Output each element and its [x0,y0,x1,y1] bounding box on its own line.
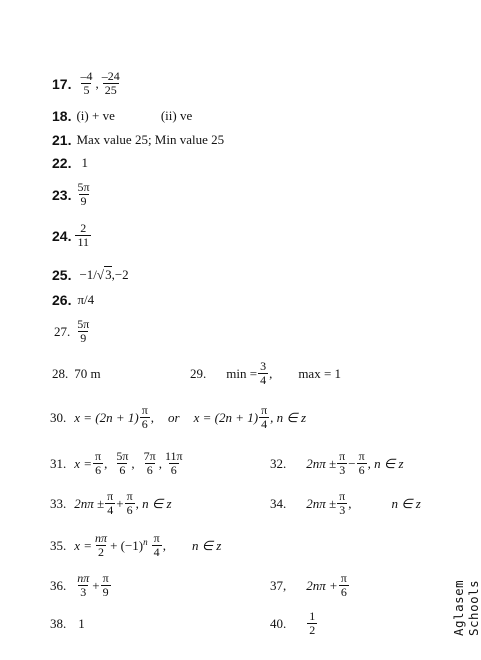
answer-number: 18. [52,108,72,124]
numerator: π [102,571,109,585]
answer-number: 29. [190,365,207,381]
answer-24 [52,222,92,249]
answer-text: 1 [78,616,85,631]
fraction [101,572,111,599]
answer-26 [52,292,94,308]
answer-number: 30. [50,409,67,425]
domain-text: , n ∈ z [135,495,172,511]
fraction [152,532,162,559]
denominator: 9 [102,585,109,599]
fraction [142,450,158,477]
answer-number: 40. [270,615,287,631]
domain-text: , n ∈ z [270,409,307,425]
denominator: 6 [340,585,347,599]
numerator: π [141,403,148,417]
answer-number: 24. [52,227,72,244]
expression: 2nπ + [306,577,338,593]
answer-number: 21. [52,132,72,148]
answer-25 [52,266,129,283]
denominator: 6 [170,463,177,477]
expression: x = [74,537,93,553]
answer-number: 33. [50,495,67,511]
separator: , [269,365,273,381]
numerator: 5π [116,449,129,463]
fraction [100,70,122,97]
exponent: n [143,536,148,547]
answer-number: 32. [270,455,287,471]
answer-36 [50,572,112,599]
answer-31: 31. x = $\frac{\pi}{6}$ , $\frac{5\pi}{6}$ , $\frac{7\pi}{6}$ , $\frac{11\pi}{6}$ [50,449,183,477]
numerator: π [126,489,133,503]
watermark: Aglasem Schools [451,579,481,636]
domain-text: n ∈ z [191,537,222,553]
denominator: 2 [98,545,105,559]
fraction [339,572,349,599]
answer-22 [52,155,88,171]
fraction [78,70,94,97]
fraction [357,450,367,477]
fraction [125,490,135,517]
denominator: 5 [83,83,90,97]
answer-32 [270,450,404,477]
expression: x = (2n + 1) [193,409,259,425]
fraction [93,532,109,559]
numerator: –24 [101,69,120,83]
numerator: π [339,449,346,463]
numerator: π [340,571,347,585]
answer-text: 70 m [74,366,101,381]
operator: + [116,495,124,511]
denominator: 3 [80,585,87,599]
answer-21 [52,132,224,148]
max-label: max = 1 [298,365,342,381]
expression: x = [74,455,93,471]
numerator: 11π [164,449,183,463]
numerator: π [107,489,114,503]
min-label: min = [226,365,258,381]
fraction [75,222,91,249]
numerator: 1 [309,609,316,623]
fraction [337,490,347,517]
separator: , [150,409,155,425]
answer-number: 22. [52,155,72,171]
answer-number: 17. [52,75,72,92]
expression: 2nπ ± [306,455,337,471]
numerator: 2 [80,221,87,235]
or-text: or [168,409,180,425]
denominator: 3 [339,503,346,517]
fraction [258,360,268,387]
denominator: 4 [260,373,267,387]
numerator: 5π [77,317,90,331]
answer-text: −1/ [79,266,97,282]
fraction [75,318,91,345]
answer-number: 28. [52,366,69,381]
separator: , [348,495,352,511]
answer-text: π/4 [77,292,95,307]
operator: − [348,455,356,471]
answer-number: 25. [52,266,72,283]
denominator: 4 [261,417,268,431]
expression: 2nπ ± [306,495,337,511]
numerator: nπ [95,531,108,545]
fraction [114,450,130,477]
answer-28 [52,366,101,382]
answer-number: 38. [50,616,67,631]
numerator: 7π [143,449,156,463]
denominator: 6 [146,463,153,477]
answer-30 [50,404,306,431]
answer-number: 31. [50,455,67,471]
fraction [337,450,347,477]
fraction [105,490,115,517]
fraction [259,404,269,431]
answer-part-i: (i) + ve [76,108,115,123]
answer-35 [50,532,221,559]
numerator: π [358,449,365,463]
numerator: π [261,403,268,417]
sqrt-sign: √ [96,266,105,282]
denominator: 11 [77,235,90,249]
denominator: 6 [119,463,126,477]
denominator: 6 [141,417,148,431]
numerator: 3 [260,359,267,373]
numerator: –4 [80,69,93,83]
answer-text: ,−2 [111,266,129,282]
denominator: 4 [153,545,160,559]
answer-number: 26. [52,292,72,308]
expression: + (−1) [110,537,144,553]
answer-40 [270,610,318,637]
domain-text: , n ∈ z [367,455,404,471]
answer-text: 1 [81,155,88,170]
denominator: 6 [95,463,102,477]
answer-number: 37, [270,577,287,593]
expression: x = (2n + 1) [74,409,139,425]
answer-text: Max value 25; Min value 25 [76,132,225,147]
numerator: π [153,531,160,545]
fraction [75,572,91,599]
denominator: 6 [358,463,365,477]
numerator: 5π [77,180,90,194]
answer-23 [52,181,93,208]
answer-number: 27. [54,323,71,339]
answer-37 [270,572,350,599]
answer-number: 35. [50,537,67,553]
numerator: π [339,489,346,503]
fraction [307,610,317,637]
answer-33 [50,490,172,517]
answer-17 [52,70,123,97]
answer-18 [52,108,192,124]
answer-number: 34. [270,495,287,511]
numerator: π [95,449,102,463]
operator: + [92,577,100,593]
answer-38 [50,616,85,632]
fraction [163,450,185,477]
fraction [93,450,103,477]
answer-29 [190,360,341,387]
expression: 2nπ ± [74,495,105,511]
denominator: 6 [126,503,133,517]
answer-34 [270,490,421,517]
fraction [75,181,91,208]
denominator: 4 [107,503,114,517]
separator: , [162,537,166,553]
sqrt-argument: 3 [105,267,112,282]
denominator: 2 [309,623,316,637]
denominator: 9 [80,194,87,208]
answer-number: 23. [52,186,72,203]
separator: , [95,75,99,91]
domain-text: n ∈ z [391,495,421,511]
answer-27 [54,318,92,345]
numerator: nπ [77,571,90,585]
answer-part-ii: (ii) ve [160,108,193,123]
answer-number: 36. [50,577,67,593]
denominator: 25 [104,83,117,97]
fraction [140,404,150,431]
denominator: 9 [80,331,87,345]
denominator: 3 [339,463,346,477]
